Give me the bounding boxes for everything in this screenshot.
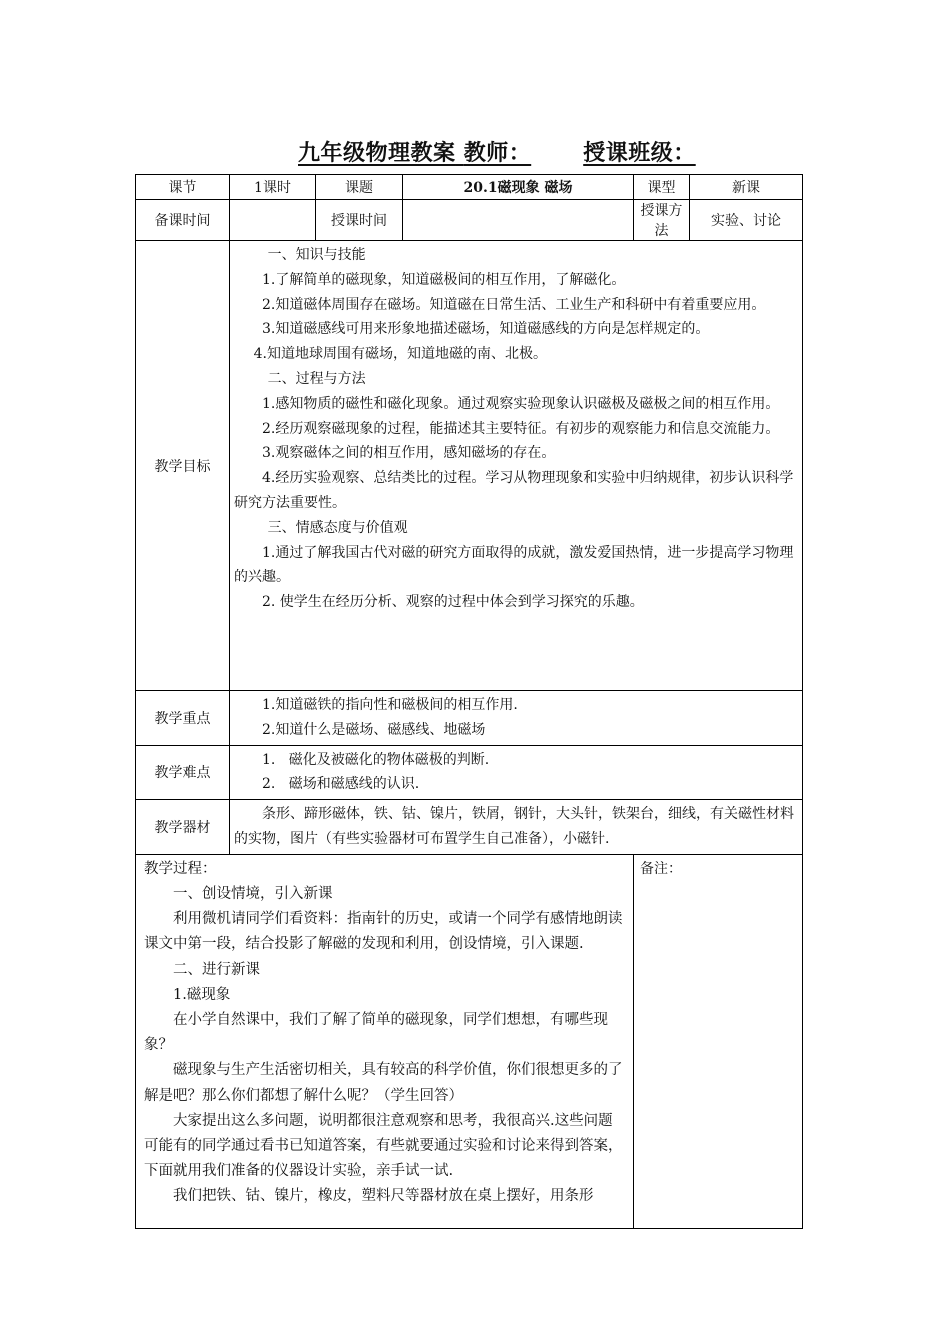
cell-prep-time-value (230, 200, 316, 241)
objectives-line: 3.知道磁感线可用来形象地描述磁场，知道磁感线的方向是怎样规定的。 (262, 321, 710, 338)
objectives-line: 2. 使学生在经历分析、观察的过程中体会到学习探究的乐趣。 (262, 594, 644, 611)
objectives-line: 3.观察磁体之间的相互作用，感知磁场的存在。 (262, 445, 556, 462)
lesson-plan-table (135, 174, 803, 1229)
objectives-line: 1.感知物质的磁性和磁化现象。通过观察实验现象认识磁极及磁极之间的相互作用。 (262, 395, 780, 412)
key-points-row (136, 691, 803, 746)
equipment-text: 条形、蹄形磁体，铁、钴、镍片，铁屑，钢针，大头针，铁架台，细线，有关磁性材料的实物，图片（有些实验器材可布置学生自己准备），小磁针. (234, 806, 794, 847)
objectives-line: 4.知道地球周围有磁场，知道地磁的南、北极。 (253, 346, 547, 363)
key-points-label: 教学重点 (136, 691, 230, 746)
cell-topic-value: 20.1磁现象 磁场 (403, 175, 634, 200)
title-class-label: 授课班级： (583, 140, 696, 166)
cell-method-value: 实验、讨论 (690, 200, 803, 241)
cell-section-value: 1课时 (230, 175, 316, 200)
objectives-line: 4.经历实验观察、总结类比的过程。学习从物理现象和实验中归纳规律，初步认识科学研究方法重要性。 (234, 470, 794, 511)
difficulty-line: 2. 磁场和磁感线的认识. (262, 776, 420, 793)
process-line: 1.磁现象 (173, 986, 231, 1003)
process-label: 教学过程： (144, 860, 217, 877)
title-teacher-label: 教师： (463, 140, 532, 166)
cell-method-label: 授课方法 (634, 200, 690, 241)
cell-prep-time-label: 备课时间 (136, 200, 230, 241)
difficulties-content (230, 745, 803, 800)
objectives-line: 1.通过了解我国古代对磁的研究方面取得的成就，激发爱国热情，进一步提高学习物理的兴趣。 (234, 544, 794, 586)
process-line: 利用微机请同学们看资料：指南针的历史，或请一个同学有感情地朗读课文中第一段，结合投影了解磁的发现和利用，创设情境，引入课题. (144, 911, 623, 953)
objectives-heading-3: 三、情感态度与价值观 (267, 519, 408, 536)
equipment-label: 教学器材 (136, 800, 230, 855)
cell-class-time-value (403, 200, 634, 241)
key-point-line: 1.知道磁铁的指向性和磁极间的相互作用. (262, 697, 518, 713)
objectives-line: 2.知道磁体周围存在磁场。知道磁在日常生活、工业生产和科研中有着重要应用。 (262, 296, 766, 313)
objectives-row (136, 241, 803, 691)
header-row-1 (136, 175, 803, 200)
process-content (136, 854, 634, 1228)
objectives-heading-1: 一、知识与技能 (267, 247, 366, 263)
key-points-content (230, 691, 803, 746)
process-line: 一、创设情境，引入新课 (173, 885, 333, 902)
process-line: 在小学自然课中，我们了解了简单的磁现象，同学们想想，有哪些现象？ (144, 1012, 608, 1054)
equipment-content (230, 800, 803, 855)
cell-type-value: 新课 (690, 175, 803, 200)
process-line: 大家提出这么多问题，说明都很注意观察和思考，我很高兴.这些问题可能有的同学通过看书已知道答案，有些就要通过实验和讨论来得到答案，下面就用我们准备的仪器设计实验，亲手试一试. (144, 1112, 623, 1180)
difficulties-label: 教学难点 (136, 745, 230, 800)
cell-class-time-label: 授课时间 (316, 200, 403, 241)
difficulty-line: 1. 磁化及被磁化的物体磁极的判断. (262, 751, 490, 768)
process-line: 二、进行新课 (173, 961, 260, 978)
process-row (136, 854, 803, 1228)
cell-section-label: 课节 (136, 175, 230, 200)
header-row-2 (136, 200, 803, 241)
notes-cell (634, 854, 803, 1228)
key-point-line: 2.知道什么是磁场、磁感线、地磁场 (262, 721, 486, 738)
title-main: 九年级物理教案 (298, 140, 456, 166)
process-line: 我们把铁、钴、镍片，橡皮，塑料尺等器材放在桌上摆好，用条形 (173, 1188, 594, 1205)
cell-type-label: 课型 (634, 175, 690, 200)
objectives-line: 1.了解简单的磁现象，知道磁极间的相互作用，了解磁化。 (262, 271, 626, 288)
objectives-content (230, 241, 803, 691)
difficulties-row (136, 745, 803, 800)
page-title (298, 136, 696, 167)
objectives-label: 教学目标 (136, 241, 230, 691)
process-line: 磁现象与生产生活密切相关，具有较高的科学价值，你们很想更多的了解是吧？那么你们都想了解什么呢？（学生回答） (144, 1062, 623, 1104)
notes-label: 备注： (640, 860, 683, 877)
objectives-heading-2: 二、过程与方法 (267, 370, 366, 387)
equipment-row (136, 800, 803, 855)
objectives-line: 2.经历观察磁现象的过程，能描述其主要特征。有初步的观察能力和信息交流能力。 (262, 420, 780, 437)
cell-topic-label: 课题 (316, 175, 403, 200)
